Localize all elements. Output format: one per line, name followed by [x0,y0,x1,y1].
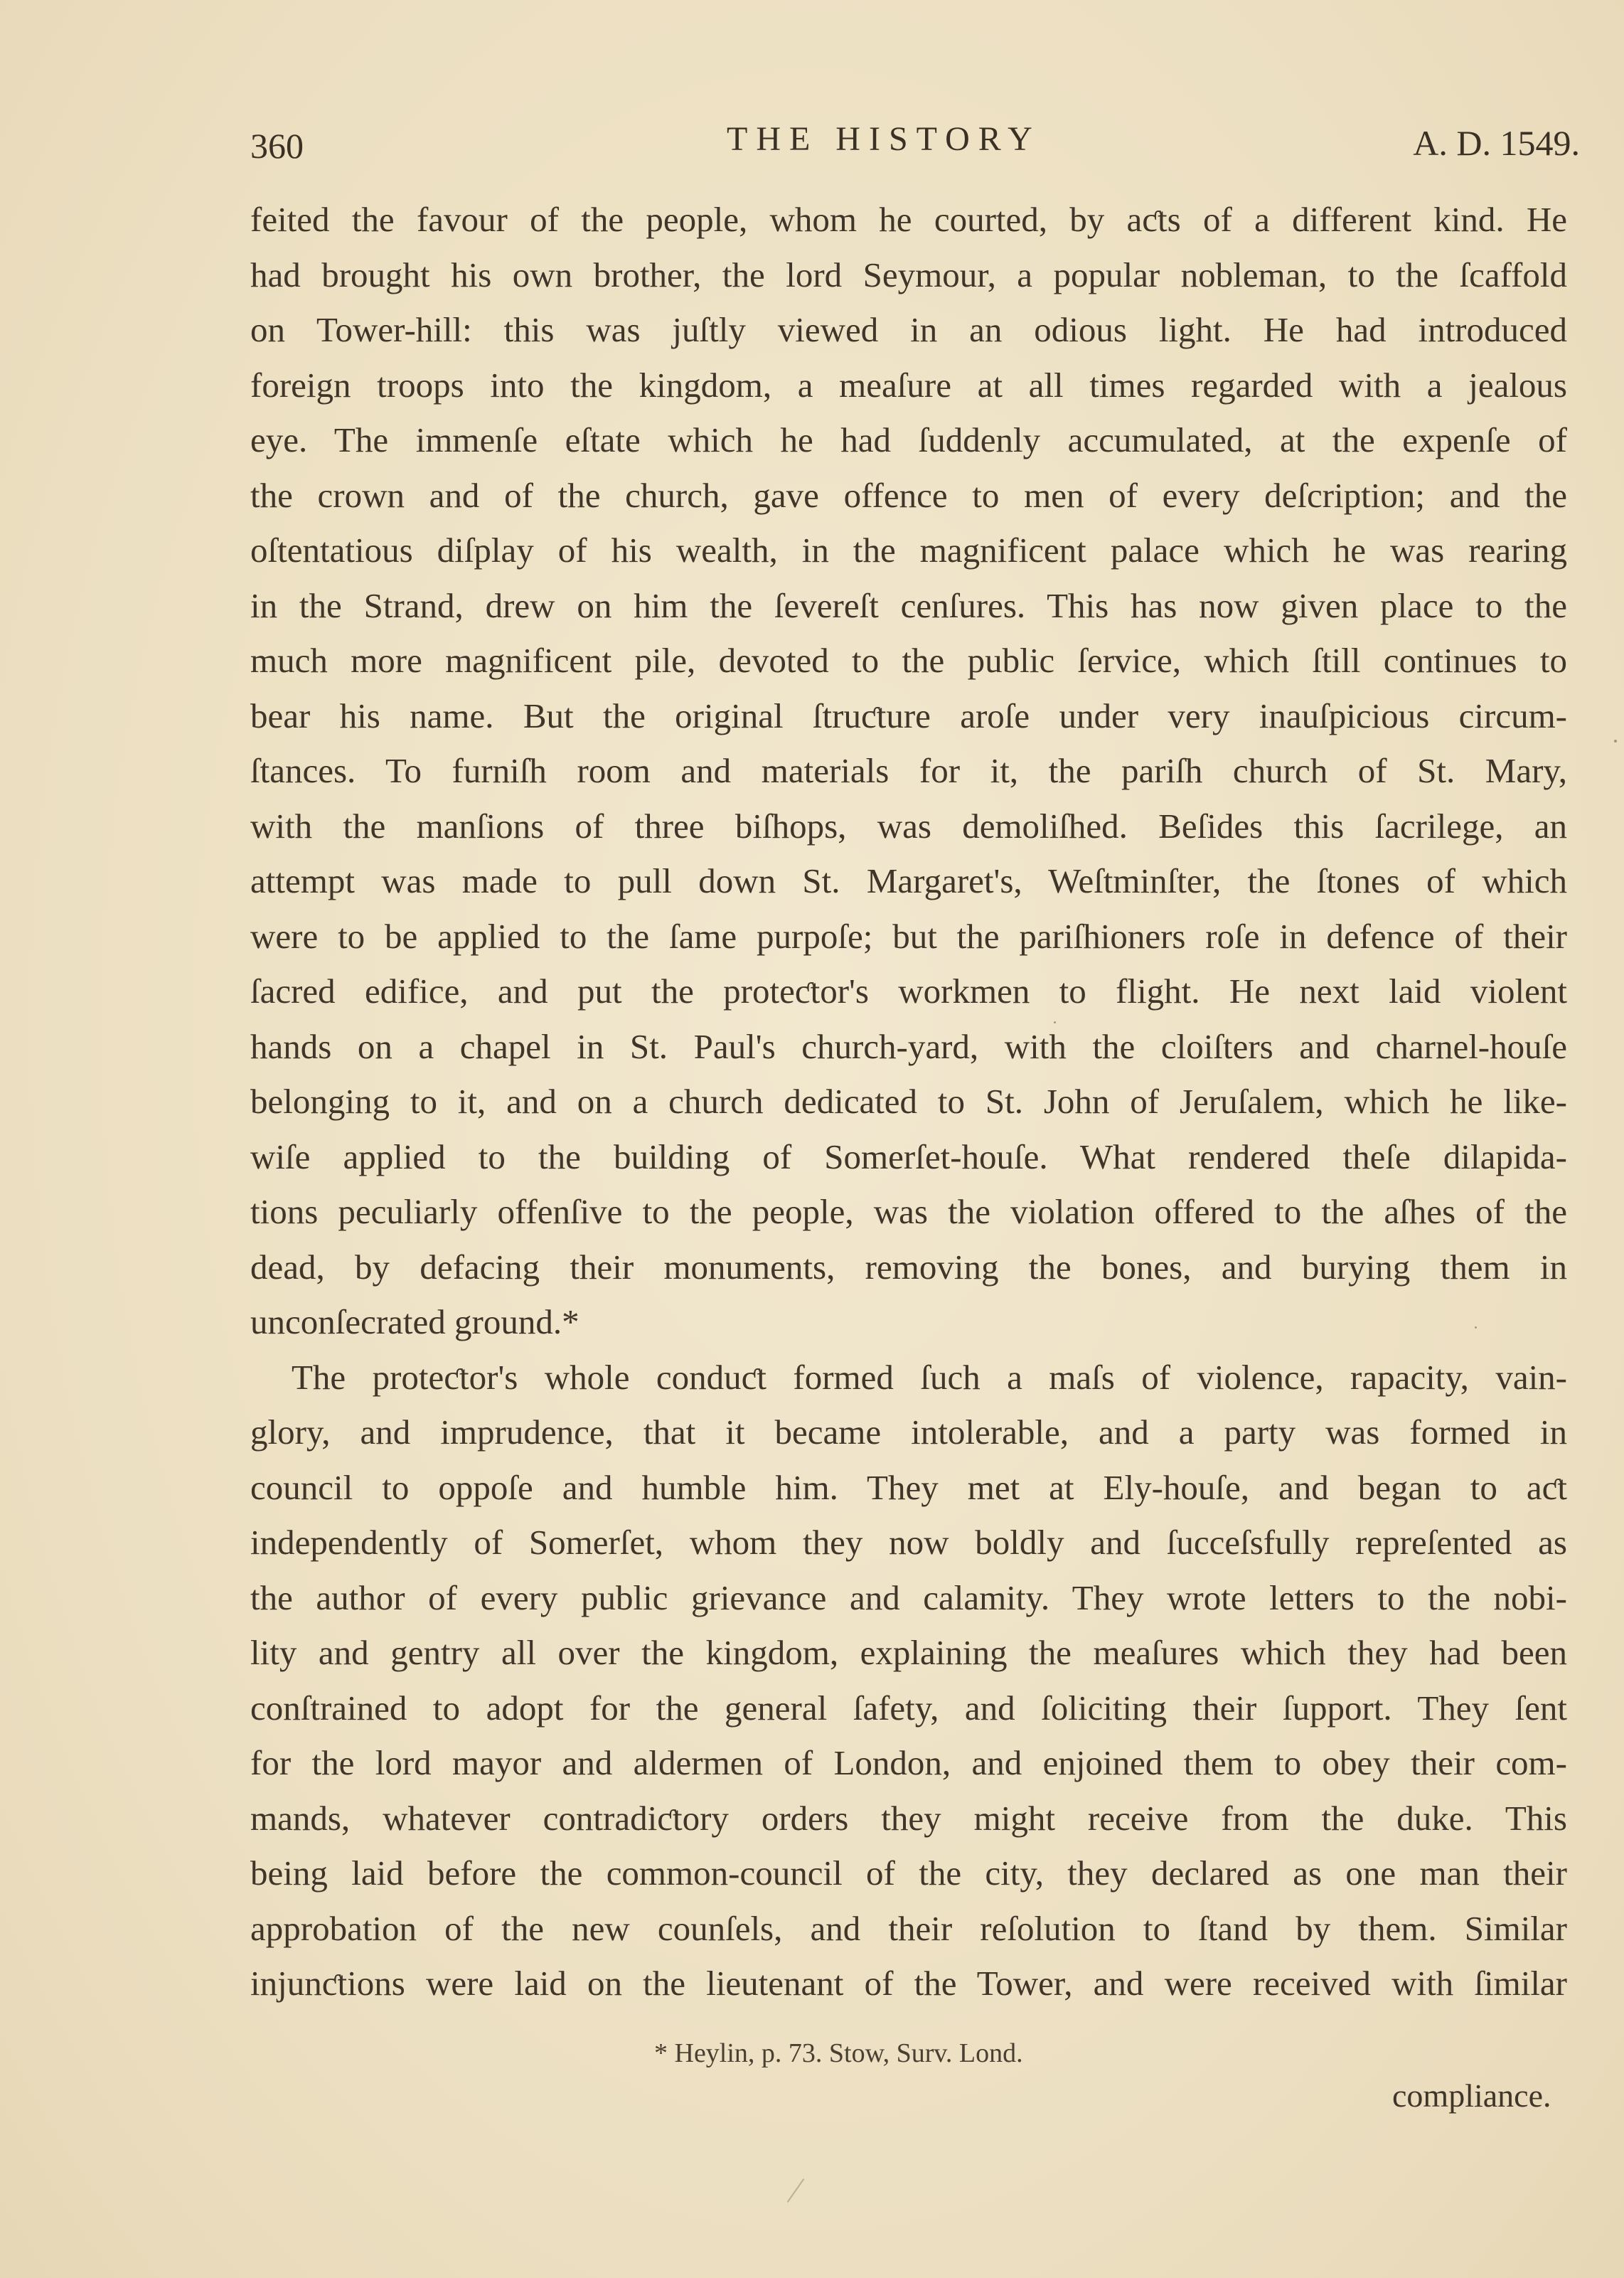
body-text [250,192,1567,2011]
paragraph-start-line: The proteƈtor's whole conduƈt formed ſuch a maſs of violence, rapacity, vain- [292,1357,1567,1397]
text-line: wiſe applied to the building of Somerſet-houſe. What rendered theſe dilapida- [250,1137,1567,1176]
ink-speck [1054,1021,1056,1023]
text-line: the author of every public grievance and calamity. They wrote letters to the nobi- [250,1577,1567,1617]
running-head [250,119,1580,176]
text-line: ſacred edifice, and put the proteƈtor's workmen to flight. He next laid violent [250,972,1567,1011]
text-line: conſtrained to adopt for the general ſafety, and ſoliciting their ſupport. They ſent [250,1688,1567,1728]
text-line: hands on a chapel in St. Paul's church-yard, with the cloiſters and charnel-houſe [250,1026,1567,1066]
page-number: 360 [250,126,304,166]
text-line: belonging to it, and on a church dedicated to St. John of Jeruſalem, which he like- [250,1082,1567,1121]
text-line: in the Strand, drew on him the ſevereſt cenſures. This has now given place to the [250,585,1567,625]
text-line: for the lord mayor and aldermen of London, and enjoined them to obey their com- [250,1743,1567,1782]
paragraph-end-line: unconſecrated ground.* [250,1302,579,1341]
text-line: oſtentatious diſplay of his wealth, in the magnificent palace which he was rearing [250,531,1567,570]
text-line: council to oppoſe and humble him. They met at Ely-houſe, and began to aƈt [250,1467,1567,1507]
footnote: * Heylin, p. 73. Stow, Surv. Lond. [654,2038,1023,2068]
text-line: tions peculiarly offenſive to the people, was the violation offered to the aſhes of the [250,1192,1567,1231]
text-line: injunƈtions were laid on the lieutenant of the Tower, and were received with ſimilar [250,1964,1567,2003]
text-line: being laid before the common-council of the city, they declared as one man their [250,1853,1567,1893]
text-line: had brought his own brother, the lord Seymour, a popular nobleman, to the ſcaffold [250,255,1567,294]
text-line: eye. The immenſe eſtate which he had ſuddenly accumulated, at the expenſe of [250,420,1567,459]
running-title: THE HISTORY [727,120,1041,158]
text-line: on Tower-hill: this was juſtly viewed in an odious light. He had introduced [250,310,1567,349]
ink-speck [1475,1326,1477,1329]
page-mark [787,2178,805,2203]
text-line: attempt was made to pull down St. Margaret's, Weſtminſter, the ſtones of which [250,861,1567,900]
text-line: mands, whatever contradiƈtory orders they might receive from the duke. This [250,1798,1567,1838]
text-line: were to be applied to the ſame purpoſe; but the pariſhioners roſe in defence of their [250,916,1567,956]
text-line: independently of Somerſet, whom they now boldly and ſucceſsfully repreſented as [250,1523,1567,1562]
text-line: the crown and of the church, gave offence to men of every deſcription; and the [250,475,1567,515]
text-line: glory, and imprudence, that it became intolerable, and a party was formed in [250,1412,1567,1452]
ink-speck [1614,740,1617,743]
text-line: with the manſions of three biſhops, was demoliſhed. Beſides this ſacrilege, an [250,806,1567,846]
text-line: foreign troops into the kingdom, a meaſure at all times regarded with a jealous [250,365,1567,405]
text-line: feited the favour of the people, whom he courted, by aƈts of a different kind. He [250,200,1567,239]
running-date: A. D. 1549. [1413,123,1580,163]
text-line: much more magnificent pile, devoted to the public ſervice, which ſtill continues to [250,641,1567,680]
text-line: approbation of the new counſels, and their reſolution to ſtand by them. Similar [250,1908,1567,1948]
text-line: lity and gentry all over the kingdom, explaining the meaſures which they had been [250,1633,1567,1672]
text-line: ſtances. To furniſh room and materials for it, the pariſh church of St. Mary, [250,751,1567,790]
text-line: bear his name. But the original ſtruƈture aroſe under very inauſpicious circum- [250,696,1567,735]
text-line: dead, by defacing their monuments, removing the bones, and burying them in [250,1247,1567,1287]
catchword: compliance. [1392,2077,1551,2114]
